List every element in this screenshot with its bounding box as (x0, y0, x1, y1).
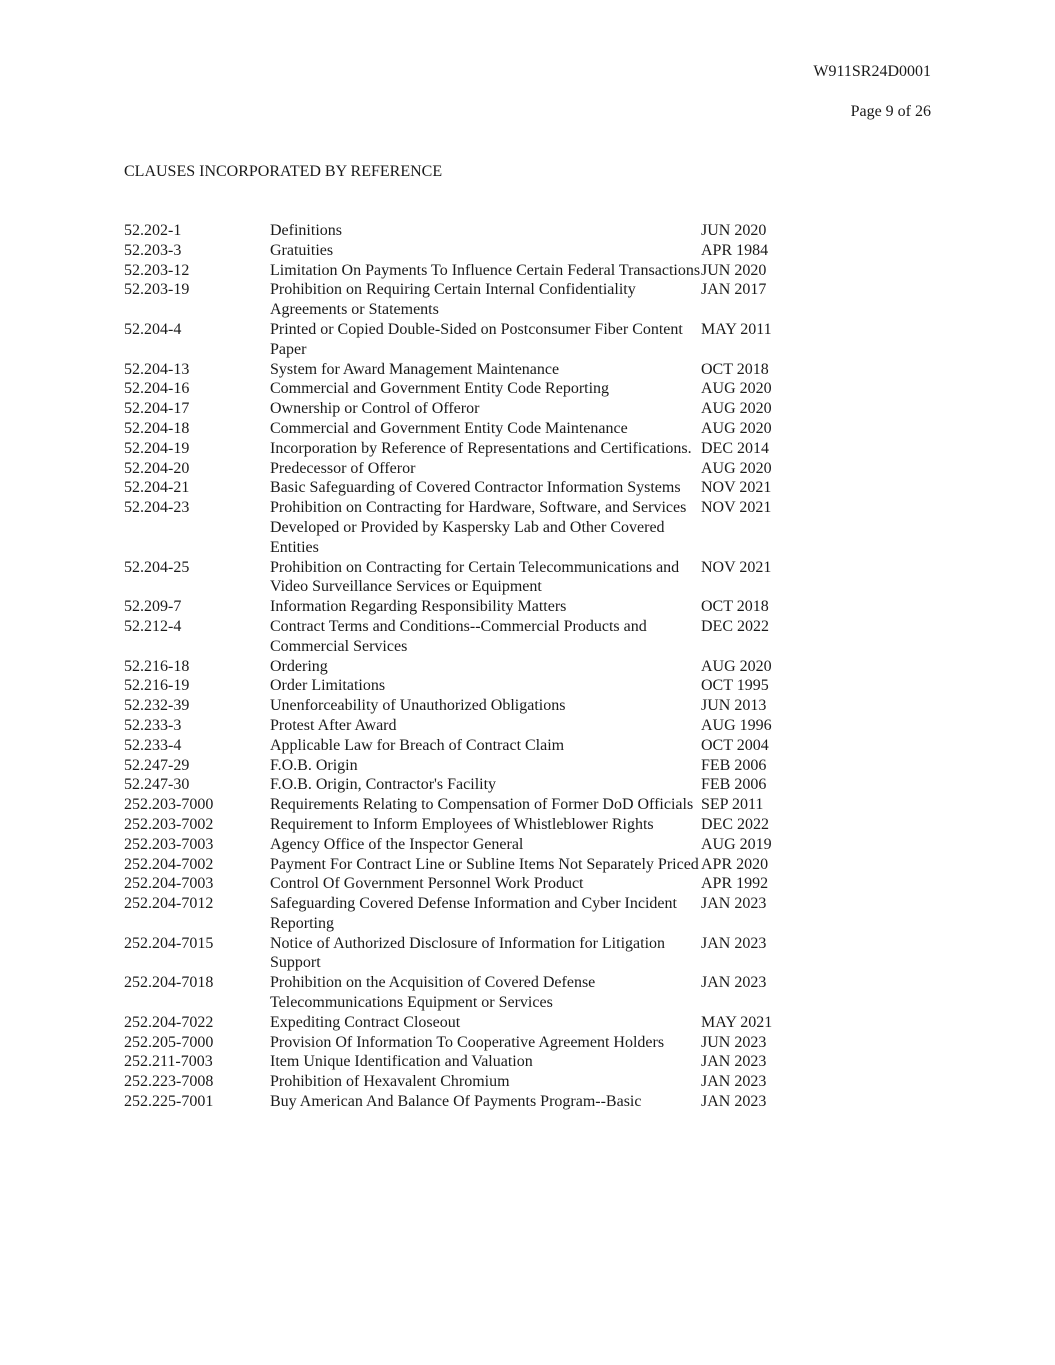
clause-row (124, 736, 814, 756)
clause-row (124, 934, 814, 974)
clause-number: 52.216-19 (124, 677, 190, 695)
clause-number: 52.204-25 (124, 558, 190, 576)
clause-row (124, 320, 814, 360)
clause-row (124, 617, 814, 657)
clause-title: Safeguarding Covered Defense Information and Cyber Incident Reporting (270, 895, 677, 932)
clause-date: NOV 2021 (701, 479, 772, 497)
clause-date: JAN 2023 (701, 1053, 767, 1071)
clause-title: Buy American And Balance Of Payments Program--Basic (270, 1093, 642, 1111)
page-number: Page 9 of 26 (850, 103, 931, 120)
clause-title: Limitation On Payments To Influence Certain Federal Transactions (270, 261, 701, 279)
clause-date: JAN 2023 (701, 1093, 767, 1111)
clause-date: OCT 2018 (701, 598, 769, 616)
clause-date: JUN 2020 (701, 261, 767, 279)
clause-number: 52.209-7 (124, 598, 182, 616)
clause-date: JAN 2017 (701, 281, 767, 299)
clause-date: OCT 2018 (701, 360, 769, 378)
clause-number: 52.233-4 (124, 736, 182, 754)
clause-number: 52.202-1 (124, 222, 182, 239)
clause-date: OCT 2004 (701, 736, 769, 754)
clause-title: Unenforceability of Unauthorized Obligations (270, 697, 566, 715)
clause-number: 252.203-7003 (124, 835, 214, 853)
clause-title: Item Unique Identification and Valuation (270, 1053, 533, 1071)
clause-row (124, 775, 814, 795)
clause-number: 52.247-30 (124, 776, 190, 794)
clause-title: Basic Safeguarding of Covered Contractor Information Systems (270, 479, 681, 497)
clause-row (124, 241, 814, 261)
clause-date: JUN 2023 (701, 1033, 767, 1051)
clause-title: F.O.B. Origin (270, 756, 358, 774)
clause-date: SEP 2011 (701, 796, 764, 814)
clause-title: Ordering (270, 657, 328, 675)
clause-number: 252.204-7002 (124, 855, 214, 873)
clause-date: AUG 2020 (701, 459, 772, 477)
clause-date: JUN 2020 (701, 222, 767, 239)
clause-date: APR 1992 (701, 875, 769, 893)
clause-date: AUG 2019 (701, 835, 772, 853)
clause-title: Definitions (270, 222, 342, 239)
clause-title: Order Limitations (270, 677, 386, 695)
clause-row (124, 1013, 814, 1033)
clause-row (124, 419, 814, 439)
clause-date: DEC 2022 (701, 815, 769, 833)
clause-row (124, 478, 814, 498)
clause-number: 52.216-18 (124, 657, 190, 675)
clause-row (124, 597, 814, 617)
clause-number: 252.204-7018 (124, 974, 214, 992)
clause-row (124, 498, 814, 557)
clause-title: Commercial and Government Entity Code Maintenance (270, 419, 628, 437)
clause-row (124, 280, 814, 320)
clause-row (124, 558, 814, 598)
clause-title: Printed or Copied Double-Sided on Postconsumer Fiber Content Paper (270, 320, 683, 358)
clause-row (124, 894, 814, 934)
clause-row (124, 756, 814, 776)
section-title: CLAUSES INCORPORATED BY REFERENCE (124, 163, 443, 180)
clause-date: AUG 1996 (701, 716, 772, 734)
clause-number: 52.204-4 (124, 320, 182, 338)
clause-title: Ownership or Control of Offeror (270, 400, 480, 418)
clause-row (124, 439, 814, 459)
clause-row (124, 221, 814, 241)
clause-date: AUG 2020 (701, 400, 772, 418)
clause-number: 252.204-7003 (124, 875, 214, 893)
clause-title: Gratuities (270, 241, 334, 259)
clause-number: 52.247-29 (124, 756, 190, 774)
clause-number: 52.204-21 (124, 479, 190, 497)
clause-number: 252.204-7015 (124, 934, 214, 952)
clause-date: FEB 2006 (701, 776, 767, 794)
clause-title: Prohibition of Hexavalent Chromium (270, 1073, 510, 1091)
clause-row (124, 399, 814, 419)
clause-date: JAN 2023 (701, 974, 767, 992)
clause-number: 252.204-7012 (124, 895, 214, 913)
clause-date: JAN 2023 (701, 934, 767, 952)
clause-row (124, 973, 814, 1013)
clause-date: APR 1984 (701, 241, 769, 259)
clause-row (124, 360, 814, 380)
clause-row (124, 835, 814, 855)
clause-row (124, 1072, 814, 1092)
clause-title: Payment For Contract Line or Subline Items Not Separately Priced (270, 855, 699, 873)
document-number: W911SR24D0001 (813, 63, 931, 80)
clause-title: System for Award Management Maintenance (270, 360, 560, 378)
clause-date: NOV 2021 (701, 558, 772, 576)
clause-number: 52.204-18 (124, 419, 190, 437)
clause-row (124, 855, 814, 875)
clause-date: MAY 2011 (701, 320, 772, 338)
clause-number: 52.204-17 (124, 400, 190, 418)
clause-title: Prohibition on Contracting for Certain Telecommunications and Video Surveillance Services or Equipment (270, 558, 680, 596)
clause-title: Provision Of Information To Cooperative Agreement Holders (270, 1033, 665, 1051)
clause-row (124, 874, 814, 894)
clause-row (124, 1052, 814, 1072)
clause-title: Information Regarding Responsibility Matters (270, 598, 567, 616)
clause-number: 52.204-19 (124, 439, 190, 457)
clause-table (124, 221, 814, 1112)
clause-title: Agency Office of the Inspector General (270, 835, 524, 853)
clause-title: Protest After Award (270, 716, 397, 734)
clause-row (124, 696, 814, 716)
clause-row (124, 379, 814, 399)
clause-number: 52.203-3 (124, 241, 182, 259)
clause-row (124, 676, 814, 696)
clause-title: Incorporation by Reference of Representations and Certifications. (270, 439, 692, 457)
clause-number: 252.203-7000 (124, 796, 214, 814)
clause-date: NOV 2021 (701, 499, 772, 517)
clause-number: 252.223-7008 (124, 1073, 214, 1091)
clause-number: 52.204-23 (124, 499, 190, 517)
clause-number: 252.205-7000 (124, 1033, 214, 1051)
clause-row (124, 261, 814, 281)
clause-row (124, 716, 814, 736)
clause-number: 52.204-16 (124, 380, 190, 398)
clause-row (124, 1033, 814, 1053)
clause-row (124, 815, 814, 835)
clause-date: APR 2020 (701, 855, 769, 873)
clause-number: 52.212-4 (124, 617, 182, 635)
clause-date: DEC 2014 (701, 439, 769, 457)
clause-title: Predecessor of Offeror (270, 459, 416, 477)
clause-title: F.O.B. Origin, Contractor's Facility (270, 776, 497, 794)
clause-title: Commercial and Government Entity Code Reporting (270, 380, 610, 398)
clause-row (124, 795, 814, 815)
clause-title: Control Of Government Personnel Work Product (270, 875, 584, 893)
clause-number: 252.211-7003 (124, 1053, 213, 1071)
clause-date: DEC 2022 (701, 617, 769, 635)
clause-date: AUG 2020 (701, 657, 772, 675)
clause-row (124, 459, 814, 479)
clause-number: 252.225-7001 (124, 1093, 214, 1111)
clause-date: JUN 2013 (701, 697, 767, 715)
clause-date: FEB 2006 (701, 756, 767, 774)
clause-title: Prohibition on Contracting for Hardware, Software, and Services Developed or Provided by Kaspersky Lab and Other Covered Entities (270, 499, 687, 556)
clause-title: Requirement to Inform Employees of Whistleblower Rights (270, 815, 654, 833)
clause-number: 52.232-39 (124, 697, 190, 715)
clause-title: Notice of Authorized Disclosure of Information for Litigation Support (270, 934, 666, 972)
clause-row (124, 1092, 814, 1112)
clause-date: AUG 2020 (701, 419, 772, 437)
clause-date: MAY 2021 (701, 1013, 773, 1031)
clause-title: Prohibition on the Acquisition of Covered Defense Telecommunications Equipment or Services (270, 974, 596, 1012)
clause-date: JAN 2023 (701, 895, 767, 913)
clause-date: AUG 2020 (701, 380, 772, 398)
clause-number: 52.203-12 (124, 261, 190, 279)
clause-row (124, 657, 814, 677)
clause-number: 52.203-19 (124, 281, 190, 299)
clause-number: 252.204-7022 (124, 1013, 214, 1031)
clause-title: Prohibition on Requiring Certain Internal Confidentiality Agreements or Statements (270, 281, 636, 319)
clause-title: Applicable Law for Breach of Contract Claim (270, 736, 565, 754)
clause-number: 252.203-7002 (124, 815, 214, 833)
clause-title: Expediting Contract Closeout (270, 1013, 461, 1031)
clause-title: Contract Terms and Conditions--Commercial Products and Commercial Services (270, 617, 647, 655)
clause-number: 52.233-3 (124, 716, 182, 734)
clause-number: 52.204-20 (124, 459, 190, 477)
clause-date: JAN 2023 (701, 1073, 767, 1091)
clause-number: 52.204-13 (124, 360, 190, 378)
clause-date: OCT 1995 (701, 677, 769, 695)
clause-title: Requirements Relating to Compensation of Former DoD Officials (270, 796, 694, 814)
